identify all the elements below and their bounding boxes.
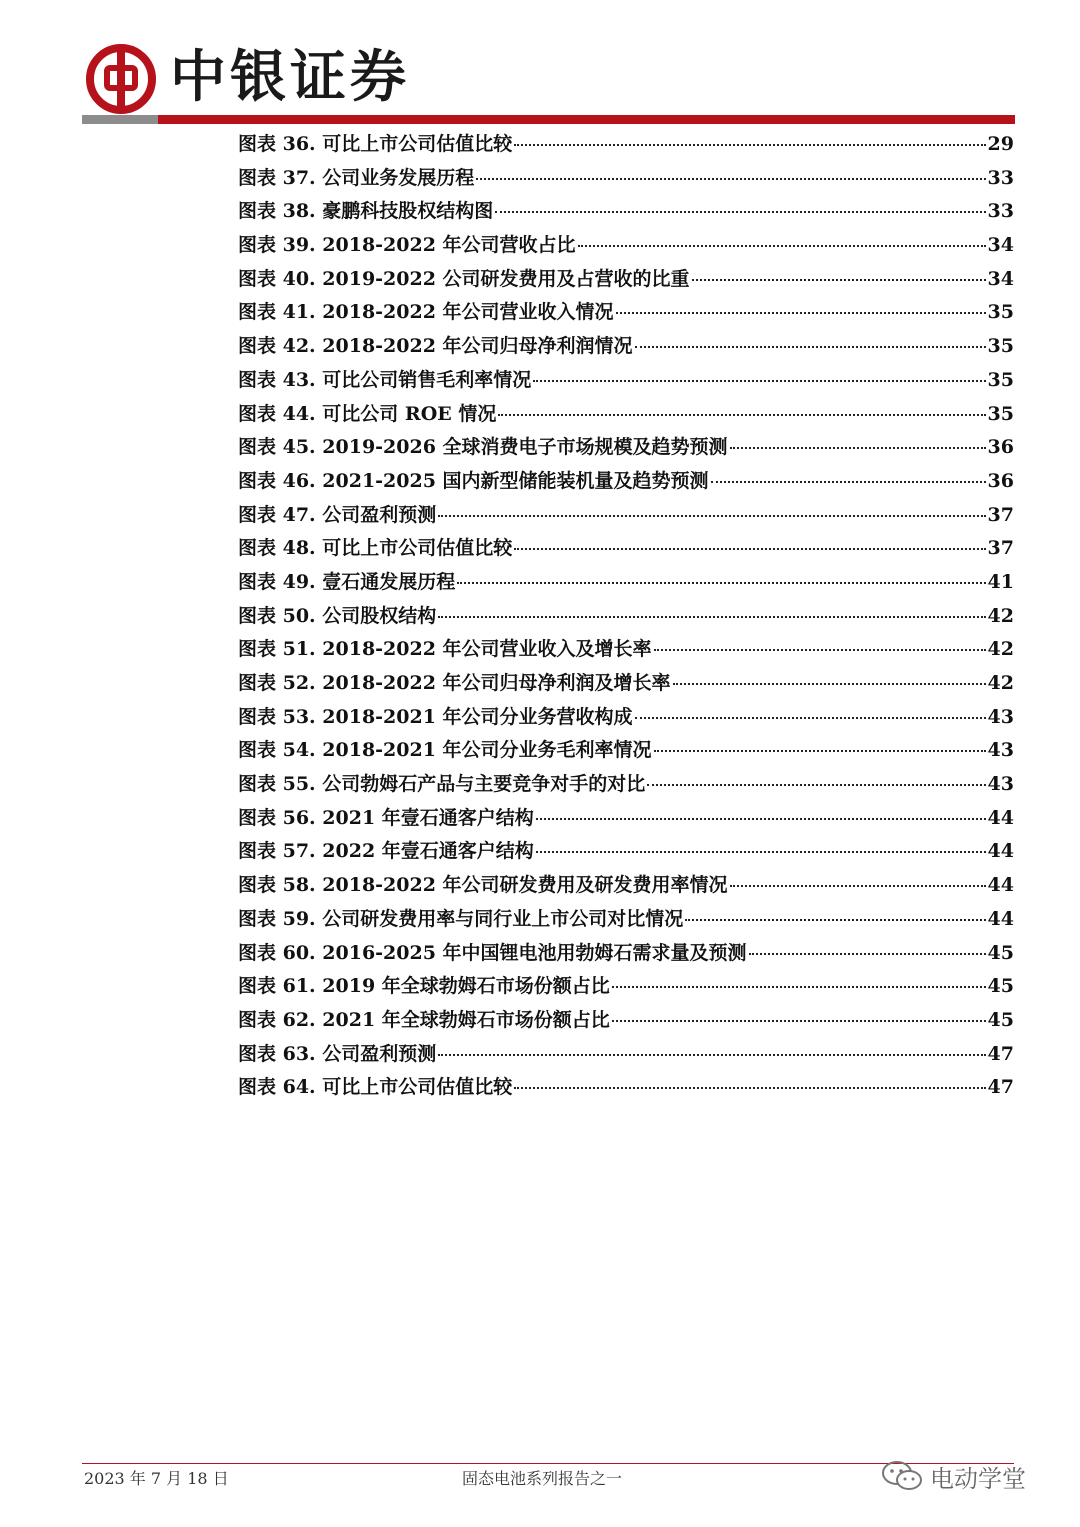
- toc-leader-dots: [514, 547, 985, 550]
- toc-entry[interactable]: [238, 937, 1014, 971]
- toc-entry-page: 45: [987, 1008, 1014, 1031]
- toc-leader-dots: [692, 278, 986, 281]
- toc-entry-page: 47: [987, 1076, 1014, 1099]
- toc-entry-page: 44: [987, 840, 1014, 863]
- toc-entry-page: 35: [987, 402, 1014, 425]
- toc-entry-page: 37: [987, 503, 1014, 526]
- toc-entry[interactable]: [238, 701, 1014, 735]
- toc-entry-label: 图表 60. 2016-2025 年中国锂电池用勃姆石需求量及预测: [238, 941, 747, 964]
- toc-entry[interactable]: [238, 667, 1014, 701]
- toc-entry[interactable]: [238, 465, 1014, 499]
- toc-entry-page: 35: [987, 368, 1014, 391]
- toc-entry[interactable]: [238, 296, 1014, 330]
- toc-entry-label: 图表 63. 公司盈利预测: [238, 1042, 437, 1065]
- footer-rule: [82, 1463, 1014, 1464]
- table-of-figures: [238, 128, 1014, 1105]
- wechat-icon: [880, 1458, 924, 1494]
- toc-entry[interactable]: [238, 330, 1014, 364]
- toc-entry[interactable]: [238, 1071, 1014, 1105]
- toc-leader-dots: [495, 210, 985, 213]
- toc-entry-page: 37: [987, 537, 1014, 560]
- toc-entry-page: 45: [987, 975, 1014, 998]
- toc-leader-dots: [685, 918, 985, 921]
- toc-entry[interactable]: [238, 600, 1014, 634]
- toc-entry-label: 图表 46. 2021-2025 国内新型储能装机量及趋势预测: [238, 469, 709, 492]
- toc-entry[interactable]: [238, 835, 1014, 869]
- bank-of-china-logo-icon: [86, 44, 156, 114]
- toc-entry-label: 图表 41. 2018-2022 年公司营业收入情况: [238, 301, 614, 324]
- toc-entry-page: 44: [987, 806, 1014, 829]
- toc-entry-label: 图表 44. 可比公司 ROE 情况: [238, 402, 497, 425]
- toc-leader-dots: [616, 311, 986, 314]
- toc-leader-dots: [647, 783, 985, 786]
- header-rule-red: [158, 115, 1015, 124]
- toc-entry-page: 43: [987, 705, 1014, 728]
- toc-leader-dots: [533, 379, 985, 382]
- toc-leader-dots: [438, 514, 985, 517]
- toc-entry-page: 42: [987, 604, 1014, 627]
- toc-leader-dots: [749, 952, 986, 955]
- toc-entry-page: 35: [987, 335, 1014, 358]
- toc-leader-dots: [635, 716, 986, 719]
- toc-entry-label: 图表 49. 壹石通发展历程: [238, 570, 456, 593]
- toc-entry-label: 图表 42. 2018-2022 年公司归母净利润情况: [238, 335, 633, 358]
- toc-leader-dots: [654, 749, 986, 752]
- toc-entry[interactable]: [238, 633, 1014, 667]
- toc-entry-page: 42: [987, 638, 1014, 661]
- toc-leader-dots: [476, 177, 985, 180]
- toc-leader-dots: [498, 413, 985, 416]
- toc-leader-dots: [536, 850, 986, 853]
- toc-entry-page: 36: [987, 436, 1014, 459]
- toc-entry-label: 图表 62. 2021 年全球勃姆石市场份额占比: [238, 1008, 610, 1031]
- toc-entry-label: 图表 61. 2019 年全球勃姆石市场份额占比: [238, 975, 610, 998]
- toc-entry-label: 图表 38. 豪鹏科技股权结构图: [238, 200, 494, 223]
- toc-entry-label: 图表 64. 可比上市公司估值比较: [238, 1076, 513, 1099]
- watermark-text: 电动学堂: [930, 1464, 1026, 1493]
- toc-entry-page: 44: [987, 874, 1014, 897]
- toc-entry-label: 图表 53. 2018-2021 年公司分业务营收构成: [238, 705, 633, 728]
- toc-entry-label: 图表 54. 2018-2021 年公司分业务毛利率情况: [238, 739, 652, 762]
- toc-entry-label: 图表 43. 可比公司销售毛利率情况: [238, 368, 532, 391]
- toc-entry[interactable]: [238, 229, 1014, 263]
- toc-entry-label: 图表 48. 可比上市公司估值比较: [238, 537, 513, 560]
- toc-entry[interactable]: [238, 364, 1014, 398]
- toc-entry-page: 47: [987, 1042, 1014, 1065]
- toc-entry-label: 图表 47. 公司盈利预测: [238, 503, 437, 526]
- toc-entry-page: 41: [987, 570, 1014, 593]
- toc-entry[interactable]: [238, 128, 1014, 162]
- toc-entry[interactable]: [238, 734, 1014, 768]
- toc-leader-dots: [536, 817, 986, 820]
- toc-entry-label: 图表 59. 公司研发费用率与同行业上市公司对比情况: [238, 907, 684, 930]
- toc-entry-label: 图表 36. 可比上市公司估值比较: [238, 133, 513, 155]
- toc-leader-dots: [730, 884, 986, 887]
- toc-entry[interactable]: [238, 1004, 1014, 1038]
- header-rule-gray: [82, 115, 158, 124]
- toc-leader-dots: [438, 1053, 985, 1056]
- toc-entry-page: 42: [987, 672, 1014, 694]
- toc-entry-page: 33: [987, 200, 1014, 223]
- toc-entry-label: 图表 45. 2019-2026 全球消费电子市场规模及趋势预测: [238, 436, 728, 459]
- page-header: [0, 0, 1080, 130]
- toc-entry-label: 图表 52. 2018-2022 年公司归母净利润及增长率: [238, 672, 671, 694]
- toc-leader-dots: [730, 446, 986, 449]
- toc-leader-dots: [578, 244, 986, 247]
- toc-entry[interactable]: [238, 903, 1014, 937]
- toc-leader-dots: [612, 1019, 986, 1022]
- toc-entry[interactable]: [238, 195, 1014, 229]
- toc-leader-dots: [612, 985, 986, 988]
- toc-entry-label: 图表 50. 公司股权结构: [238, 604, 437, 627]
- toc-leader-dots: [514, 143, 985, 146]
- toc-entry-page: 45: [987, 941, 1014, 964]
- toc-entry-page: 36: [987, 469, 1014, 492]
- toc-entry-page: 44: [987, 907, 1014, 930]
- toc-entry[interactable]: [238, 970, 1014, 1004]
- brand-name: 中银证券: [170, 44, 410, 110]
- toc-entry-label: 图表 58. 2018-2022 年公司研发费用及研发费用率情况: [238, 874, 728, 897]
- toc-entry[interactable]: [238, 431, 1014, 465]
- toc-entry[interactable]: [238, 532, 1014, 566]
- toc-entry-label: 图表 55. 公司勃姆石产品与主要竞争对手的对比: [238, 773, 646, 796]
- toc-entry[interactable]: [238, 263, 1014, 297]
- toc-leader-dots: [654, 648, 986, 651]
- toc-entry[interactable]: [238, 802, 1014, 836]
- toc-entry[interactable]: [238, 768, 1014, 802]
- toc-leader-dots: [711, 480, 986, 483]
- toc-entry-label: 图表 37. 公司业务发展历程: [238, 166, 475, 189]
- toc-entry[interactable]: [238, 566, 1014, 600]
- footer-date: 2023 年 7 月 18 日: [84, 1469, 229, 1488]
- toc-entry-page: 34: [987, 267, 1014, 290]
- toc-entry[interactable]: [238, 1038, 1014, 1072]
- toc-leader-dots: [514, 1086, 985, 1089]
- footer-report-title: 固态电池系列报告之一: [462, 1469, 623, 1488]
- toc-entry-label: 图表 57. 2022 年壹石通客户结构: [238, 840, 534, 863]
- toc-entry-page: 43: [987, 739, 1014, 762]
- toc-entry[interactable]: [238, 398, 1014, 432]
- toc-entry-label: 图表 51. 2018-2022 年公司营业收入及增长率: [238, 638, 652, 661]
- toc-leader-dots: [635, 345, 986, 348]
- toc-entry[interactable]: [238, 869, 1014, 903]
- toc-entry-page: 33: [987, 166, 1014, 189]
- toc-entry-label: 图表 40. 2019-2022 公司研发费用及占营收的比重: [238, 267, 690, 290]
- toc-entry[interactable]: [238, 499, 1014, 533]
- toc-entry-page: 29: [987, 133, 1014, 155]
- watermark: [880, 1458, 1026, 1494]
- toc-entry-label: 图表 56. 2021 年壹石通客户结构: [238, 806, 534, 829]
- toc-entry-page: 35: [987, 301, 1014, 324]
- toc-leader-dots: [457, 581, 985, 584]
- toc-leader-dots: [673, 682, 986, 685]
- toc-leader-dots: [438, 615, 985, 618]
- toc-entry-page: 34: [987, 234, 1014, 257]
- toc-entry-label: 图表 39. 2018-2022 年公司营收占比: [238, 234, 576, 257]
- toc-entry-page: 43: [987, 773, 1014, 796]
- toc-entry[interactable]: [238, 162, 1014, 196]
